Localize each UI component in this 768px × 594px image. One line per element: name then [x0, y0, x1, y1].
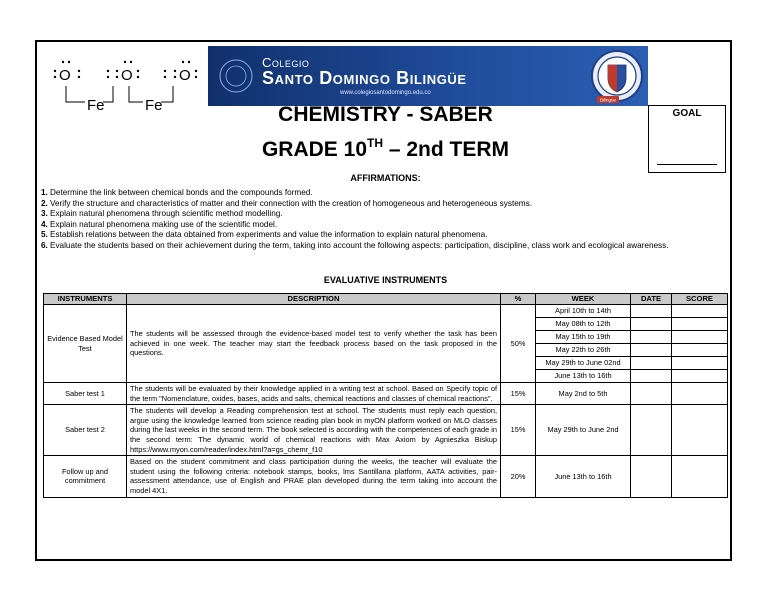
score-cell: [672, 331, 728, 344]
score-cell: [672, 344, 728, 357]
week-cell: May 22th to 26th: [536, 344, 631, 357]
instrument-percent: 50%: [501, 305, 536, 383]
table-row: [44, 383, 728, 405]
affirmation-item: [41, 209, 731, 220]
affirmation-number: 1.: [41, 188, 48, 197]
column-header-score: SCORE: [672, 294, 728, 305]
affirmation-text: Evaluate the students based on their achievement during the term, taking into account the following aspects: participation, discipline, class work and ecological awareness.: [50, 240, 669, 250]
instrument-percent: 20%: [501, 456, 536, 497]
affirmation-number: 4.: [41, 219, 48, 229]
page-title: CHEMISTRY - SABER: [278, 103, 493, 126]
goal-label: GOAL: [672, 108, 702, 119]
date-cell: [631, 370, 672, 383]
instrument-percent: 15%: [501, 405, 536, 456]
instrument-description: The students will be assessed through the evidence-based model test to verify whether the task has been achieved in one week. The teacher may start the feedback process based on the task proposed in the questions.: [127, 305, 501, 383]
goal-signature-line: [657, 164, 717, 165]
goal-box: [648, 105, 726, 173]
date-cell: [631, 383, 672, 405]
week-cell: May 08th to 12th: [536, 318, 631, 331]
subtitle-grade: GRADE 10: [261, 138, 367, 161]
week-cell: May 29th to June 02nd: [536, 357, 631, 370]
affirmation-number: 6.: [41, 240, 48, 250]
instrument-name: Saber test 2: [44, 405, 127, 456]
score-cell: [672, 405, 728, 456]
affirmation-item: [41, 199, 731, 210]
affirmation-text: Determine the link between chemical bonds and the compounds formed.: [50, 188, 313, 197]
instrument-name: Saber test 1: [44, 383, 127, 405]
document-page: [35, 40, 732, 561]
instrument-percent: 15%: [501, 383, 536, 405]
affirmation-text: Explain natural phenomena making use of the scientific model.: [50, 219, 278, 229]
score-cell: [672, 456, 728, 497]
instrument-name: Evidence Based Model Test: [44, 305, 127, 383]
lewis-atom-o2: O: [121, 67, 133, 84]
affirmation-item: [41, 230, 731, 241]
affirmation-item: [41, 220, 731, 231]
date-cell: [631, 405, 672, 456]
affirmation-number: 5.: [41, 230, 48, 240]
score-cell: [672, 383, 728, 405]
table-row: [44, 456, 728, 497]
table-row: [44, 405, 728, 456]
date-cell: [631, 456, 672, 497]
week-cell: May 2nd to 5th: [536, 383, 631, 405]
lewis-atom-o3: O: [179, 67, 191, 84]
date-cell: [631, 357, 672, 370]
banner-school-name: Santo Domingo Bilingüe: [262, 68, 467, 88]
instruments-table: [43, 293, 728, 498]
date-cell: [631, 305, 672, 318]
affirmation-item: [41, 241, 731, 252]
instrument-description: The students will develop a Reading comprehension test at school. The students must reply each question, argue using the knowledge learned from science reading plan book in myON platform worked on MLO classes during the last weeks in the second term. The book selected is according with the competences of each grade in the second term: The dynamic world of chemical reactions with Max Axiom by Agnieszka Biskup https://www.myon.com/reader/index.html?a=gs_chemr_f10: [127, 405, 501, 456]
instruments-heading: EVALUATIVE INSTRUMENTS: [323, 275, 448, 285]
score-cell: [672, 370, 728, 383]
affirmation-number: 2.: [41, 198, 48, 208]
school-banner: [208, 46, 648, 106]
week-cell: April 10th to 14th: [536, 305, 631, 318]
affirmation-item: [41, 188, 731, 199]
column-header-date: DATE: [631, 294, 672, 305]
school-crest-icon: [589, 50, 645, 106]
column-header-percent: %: [501, 294, 536, 305]
subtitle-term: – 2nd TERM: [383, 138, 510, 161]
affirmations-heading: AFFIRMATIONS:: [350, 173, 421, 183]
affirmation-text: Explain natural phenomena through scientific method modelling.: [50, 209, 283, 219]
date-cell: [631, 318, 672, 331]
lewis-atom-o1: O: [59, 67, 71, 84]
column-header-description: DESCRIPTION: [127, 294, 501, 305]
subtitle-grade-suffix: TH: [367, 136, 383, 150]
score-cell: [672, 305, 728, 318]
lewis-metal-fe1: Fe: [87, 97, 105, 114]
lewis-metal-fe2: Fe: [145, 97, 163, 114]
column-header-week: WEEK: [536, 294, 631, 305]
instrument-description: Based on the student commitment and class participation during the weeks, the teacher will evaluate the student using the following criteria: notebook stamps, books, lms Santillana platform, AATA activities, pair-assessment attendance, use of English and PRAE plan developed during the term taking into account the model 4X1.: [127, 456, 501, 497]
week-cell: May 15th to 19th: [536, 331, 631, 344]
instrument-description: The students will be evaluated by their knowledge applied in a writing test at school. Based on Specify topic of the term "Nomenclature, oxides, bases, acids and salts, chemical reactions and classes of chemical reactions".: [127, 383, 501, 405]
table-row: [44, 305, 728, 318]
column-header-instruments: INSTRUMENTS: [44, 294, 127, 305]
week-cell: May 29th to June 2nd: [536, 405, 631, 456]
instrument-name: Follow up and commitment: [44, 456, 127, 497]
date-cell: [631, 344, 672, 357]
crest-caption: Bilingüe: [599, 97, 617, 103]
banner-school-prefix: Colegio: [262, 55, 310, 70]
table-header-row: [44, 294, 728, 305]
date-cell: [631, 331, 672, 344]
score-cell: [672, 318, 728, 331]
affirmation-number: 3.: [41, 209, 48, 219]
banner-url: www.colegiosantodomingo.edu.co: [340, 90, 431, 96]
week-cell: June 13th to 16th: [536, 370, 631, 383]
affirmation-text: Establish relations between the data obtained from experiments and value the information to explain natural phenomena.: [50, 230, 488, 240]
score-cell: [672, 357, 728, 370]
week-cell: June 13th to 16th: [536, 456, 631, 497]
school-logo-mark: [218, 54, 254, 98]
page-subtitle: [37, 138, 732, 162]
affirmations-list: [41, 188, 731, 252]
affirmation-text: Verify the structure and characteristics of matter and their connection with the creation of homogeneous and heterogeneous systems.: [50, 198, 532, 208]
